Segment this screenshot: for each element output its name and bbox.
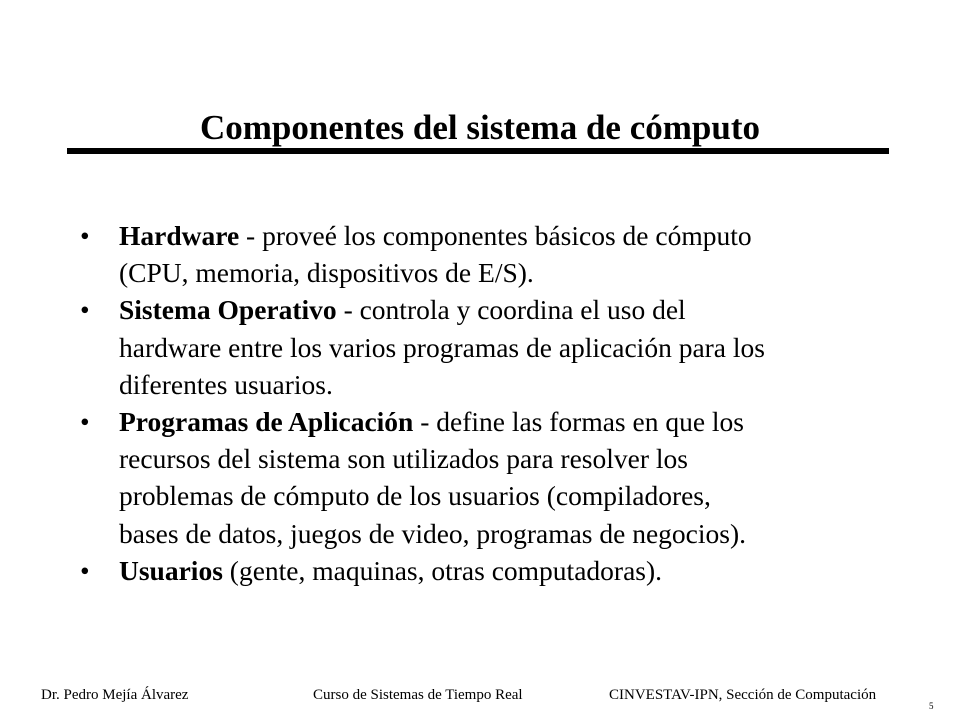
bullet-term: Usuarios — [119, 554, 223, 586]
bullet-line — [119, 403, 900, 440]
bullet-dot-icon: • — [80, 554, 90, 586]
footer-course: Curso de Sistemas de Tiempo Real — [313, 687, 523, 703]
bullet-programas-de-aplicacion — [0, 403, 960, 552]
bullet-line: (CPU, memoria, dispositivos de E/S). — [119, 257, 534, 289]
bullet-text: (gente, maquinas, otras computadoras). — [222, 554, 663, 586]
slide-title: Componentes del sistema de cómputo — [200, 108, 760, 147]
bullet-sistema-operativo — [0, 291, 960, 403]
bullet-usuarios — [0, 552, 960, 589]
title-underline-rule — [67, 148, 889, 154]
bullet-line: diferentes usuarios. — [119, 368, 333, 400]
bullet-dot-icon: • — [80, 294, 90, 326]
bullet-line: bases de datos, juegos de video, programas de negocios). — [119, 517, 746, 549]
bullet-line: hardware entre los varios programas de aplicación para los — [119, 331, 765, 363]
bullet-term: Hardware — [119, 220, 240, 251]
bullet-line: recursos del sistema son utilizados para resolver los — [119, 443, 688, 475]
bullet-line — [119, 291, 900, 328]
bullet-line — [119, 552, 900, 589]
bullet-text: - proveé los componentes básicos de cómputo — [239, 220, 752, 251]
footer-institution: CINVESTAV-IPN, Sección de Computación — [609, 687, 877, 703]
page-number: 5 — [929, 701, 934, 711]
bullet-text: - define las formas en que los — [413, 406, 745, 438]
footer-author: Dr. Pedro Mejía Álvarez — [41, 687, 189, 703]
bullet-term: Sistema Operativo — [119, 294, 337, 326]
bullet-list — [0, 217, 960, 589]
bullet-line: problemas de cómputo de los usuarios (compiladores, — [119, 480, 711, 512]
bullet-text: - controla y coordina el uso del — [336, 294, 686, 326]
bullet-term: Programas de Aplicación — [119, 406, 414, 438]
bullet-line — [119, 217, 900, 254]
bullet-dot-icon: • — [80, 220, 90, 251]
bullet-hardware — [0, 217, 960, 291]
bullet-dot-icon: • — [80, 406, 90, 438]
